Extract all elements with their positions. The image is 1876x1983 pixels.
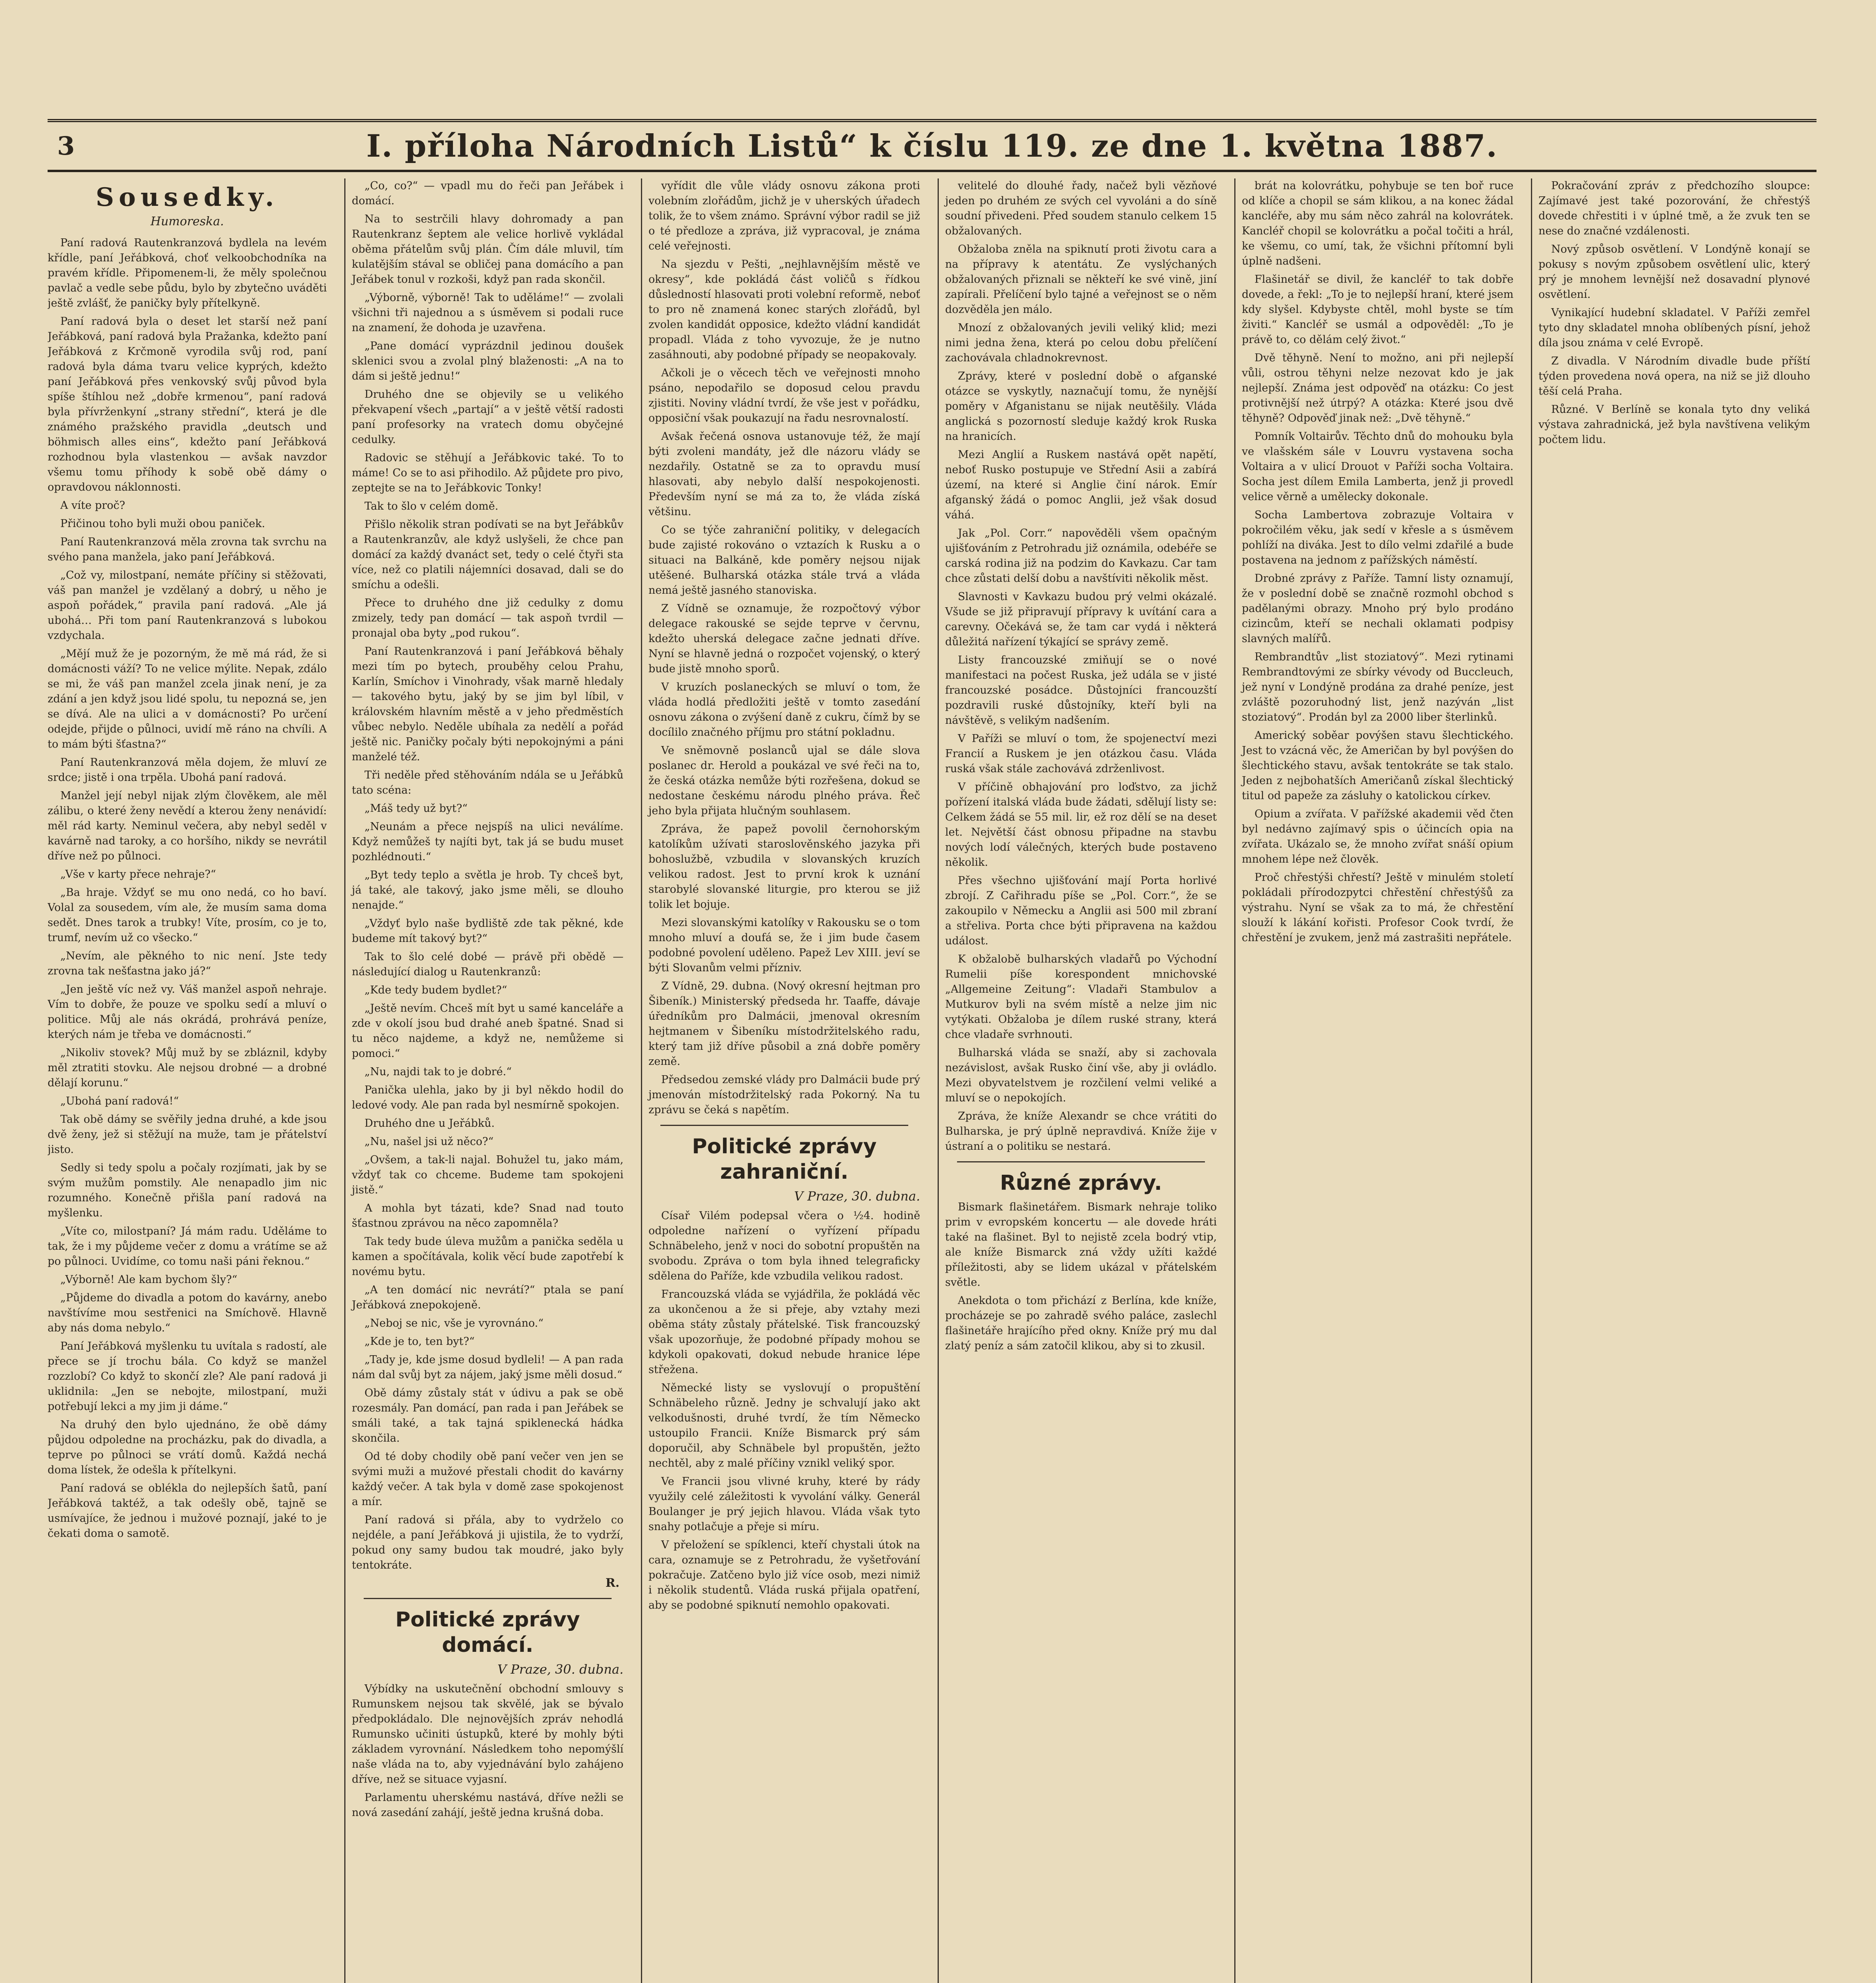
paragraph: Tak obě dámy se svěřily jedna druhé, a kde jsou dvě ženy, jež si stěžují na muže, tam je přátelství jisto. bbox=[48, 1113, 327, 1156]
masthead bbox=[48, 119, 1817, 172]
section-body bbox=[352, 1682, 623, 1820]
paragraph: Mnozí z obžalovaných jevili veliký klid; mezi nimi jedna žena, která po celou dobu přelíčení zachovávala chladnokrevnost. bbox=[945, 322, 1217, 364]
paragraph: Co se týče zahraniční politiky, v delegacích bude zajisté rokováno o vztazích k Rusku a o situaci na Balkáně, kde poměry nejsou nijak utěšené. Bulharská otázka stále trvá a vláda nemá ještě jasného stanoviska. bbox=[648, 524, 920, 596]
paragraph: Výbídky na uskutečnění obchodní smlouvy s Rumunskem nejsou tak skvělé, jak se bývalo předpokládalo. Dle nejnovějších zpráv nehodlá Rumunsko učiniti ústupků, které by mohly býti základem vyrovnání. Následkem toho nepomýšlí naše vláda na to, aby vyjednávání bylo zahájeno dříve, než se situace vyjasní. bbox=[352, 1683, 623, 1785]
paragraph: „A ten domácí nic nevrátí?“ ptala se paní Jeřábková znepokojeně. bbox=[352, 1284, 623, 1311]
paragraph: Paní radová si přála, aby to vydrželo co nejdéle, a paní Jeřábková ji ujistila, že to vydrží, pokud ony samy budou tak moudré, jako byly tentokráte. bbox=[352, 1514, 623, 1571]
paragraph: Bismark flašinetářem. Bismark nehraje toliko prim v evropském koncertu — ale dovede hráti také na flašinet. Byl to nejistě zcela bodrý vtip, ale kníže Bismarck zná vždy užíti každé příležitosti, aby se lidem ukázal v přátelském světle. bbox=[945, 1201, 1217, 1289]
paragraph: V kruzích poslaneckých se mluví o tom, že vláda hodlá předložiti ještě v tomto zasedání osnovu zákona o zvýšení daně z cukru, čímž by se docílilo značného příjmu pro státní pokladnu. bbox=[648, 681, 920, 738]
paragraph: Ve sněmovně poslanců ujal se dále slova poslanec dr. Herold a poukázal ve své řeči na to, že česká otázka nemůže býti rozřešena, dokud se nedostane českému národu plného práva. Řeč jeho byla přijata hlučným souhlasem. bbox=[648, 744, 920, 817]
paragraph: Avšak řečená osnova ustanovuje též, že mají býti zvoleni mandáty, jež dle názoru vlády se nezdařily. Ostatně se za to opravdu musí hlasovati, aby nebylo další nespokojenosti. Především nyní se má za to, že vláda získá většinu. bbox=[648, 430, 920, 518]
paragraph: „Kde je to, ten byt?“ bbox=[364, 1335, 475, 1348]
paragraph: „Vše v karty přece nehraje?“ bbox=[60, 868, 216, 880]
section-title-domestic: Politické zprávy domácí. bbox=[395, 1608, 580, 1657]
paragraph: „Nu, najdi tak to je dobré.“ bbox=[364, 1066, 512, 1078]
paragraph: Zpráva, že kníže Alexandr se chce vrátiti do Bulharska, je prý úplně nepravdivá. Kníže žije v ústraní a o politiku se nestará. bbox=[945, 1110, 1217, 1153]
feuilleton-title: Sousedky. bbox=[96, 182, 279, 212]
paragraph: Různé. V Berlíně se konala tyto dny veliká výstava zahradnická, jež byla navštívena velikým počtem lidu. bbox=[1538, 403, 1810, 446]
paragraph: Předsedou zemské vlády pro Dalmácii bude prý jmenován místodržitelský rada Pokorný. Na tu zprávu se čeká s napětím. bbox=[648, 1074, 920, 1116]
paragraph: „Vždyť bylo naše bydliště zde tak pěkné, kde budeme mít takový byt?“ bbox=[352, 917, 623, 945]
paragraph: velitelé do dlouhé řady, načež byli vězňové jeden po druhém ze svých cel vyvoláni a do síně soudní přivedeni. Před soudem stanulo celkem 15 obžalovaných. bbox=[945, 180, 1217, 237]
paragraph: Drobné zprávy z Paříže. Tamní listy oznamují, že v poslední době se značně rozmohl obchod s padělanými obrazy. Mnoho prý bylo prodáno cizincům, kteří se nechali oklamati podpisy slavných malířů. bbox=[1242, 572, 1513, 645]
paragraph: Listy francouzské zmiňují se o nové manifestaci na počest Ruska, jež udála se v jisté francouzské posádce. Důstojníci francouzští pozdravili ruské důstojníky, kteří byli na návštěvě, s velikým nadšením. bbox=[945, 654, 1217, 727]
section-rule bbox=[660, 1125, 908, 1126]
paragraph: A mohla byt tázati, kde? Snad nad touto šťastnou zprávou na něco zapomněla? bbox=[352, 1202, 623, 1229]
paragraph: „Neboj se nic, vše je vyrovnáno.“ bbox=[364, 1317, 544, 1329]
paragraph: „Pane domácí vyprázdnil jedinou doušek sklenici svou a zvolal plný blaženosti: „A na to dám si ještě jednu!“ bbox=[352, 340, 623, 382]
paragraph: „Což vy, milostpaní, nemáte příčiny si stěžovati, váš pan manžel je vzdělaný a dobrý, u něho je aspoň pořádek,“ pravila paní radová. „Ale já ubohá… Při tom paní Rautenkranzová s lubokou vzdychala. bbox=[48, 569, 327, 642]
paragraph: „Ubohá paní radová!“ bbox=[60, 1095, 179, 1107]
paragraph: Tři neděle před stěhováním ndála se u Jeřábků tato scéna: bbox=[352, 769, 623, 796]
paragraph: Rembrandtův „list stoziatový“. Mezi rytinami Rembrandtovými ze sbírky vévody od Buccleuch, jež nyní v Londýně prodána za drahé peníze, jest zvláště pozoruhodný list, jenž nazýván „list stoziatový“. Prodán byl za 2000 liber šterlinků. bbox=[1242, 651, 1513, 723]
column-2 bbox=[344, 178, 630, 1983]
section-title-foreign: Politické zprávy zahraniční. bbox=[692, 1135, 877, 1184]
paragraph: „Máš tedy už byt?“ bbox=[364, 802, 468, 815]
paragraph: Přičinou toho byli muži obou paniček. bbox=[60, 518, 265, 530]
paragraph: Pokračování zpráv z předchozího sloupce: Zajímavé jest také pozorování, že chřestýš dovede chřestiti i v úplné tmě, a že zvuk ten se nese do značné vzdálenosti. bbox=[1538, 180, 1810, 237]
section-rule bbox=[364, 1598, 612, 1599]
paragraph: Přes všechno ujišťování mají Porta horlivé zbrojí. Z Cařihradu píše se „Pol. Corr.“, že se zakoupilo v Německu a Anglii asi 500 mil zbraní a střeliva. Porta chce býti připravena na každou událost. bbox=[945, 875, 1217, 947]
paragraph: Francouzská vláda se vyjádřila, že pokládá věc za ukončenou a že si přeje, aby vztahy mezi oběma státy zůstaly přátelské. Tisk francouzský však upozorňuje, že podobné případy mohou se kdykoli opakovati, dokud nebude hranice lépe střežena. bbox=[648, 1288, 920, 1376]
paragraph: „Nu, našel jsi už něco?“ bbox=[364, 1135, 494, 1148]
paragraph: Panička ulehla, jako by ji byl někdo hodil do ledové vody. Ale pan rada byl nesmírně spokojen. bbox=[352, 1084, 623, 1111]
paragraph: vyřídit dle vůle vlády osnovu zákona proti volebním zlořádům, jichž je v uherských úřadech tolik, že to všem známo. Správní výbor radil se již o té předloze a zpráva, již vypracoval, je známa celé veřejnosti. bbox=[648, 180, 920, 252]
paragraph: „Nikoliv stovek? Můj muž by se zbláznil, kdyby měl ztratiti stovku. Ale nejsou drobné — a drobné dělají korunu.“ bbox=[48, 1047, 327, 1089]
paragraph: „Výborně, výborně! Tak to uděláme!“ — zvolali všichni tři najednou a s úsměvem si podali ruce na znamení, že dohoda je uzavřena. bbox=[352, 292, 623, 334]
paragraph: Socha Lambertova zobrazuje Voltaira v pokročilém věku, jak sedí v křesle a s úsměvem pohlíží na diváka. Jest to dílo velmi zdařilé a bude postavena na jednom z pařížských náměstí. bbox=[1242, 509, 1513, 566]
paragraph: „Výborně! Ale kam bychom šly?“ bbox=[60, 1273, 238, 1286]
column-4 bbox=[938, 178, 1223, 1983]
paragraph: Tak tedy bude úleva mužům a panička seděla u kamen a spočítávala, kolik věcí bude zapotřebí k novému bytu. bbox=[352, 1235, 623, 1278]
feuilleton-subtitle: Humoreska. bbox=[150, 215, 224, 228]
paragraph: Tak to šlo v celém domě. bbox=[364, 500, 499, 512]
paragraph: Paní Rautenkranzová měla zrovna tak svrchu na svého pana manžela, jako paní Jeřábková. bbox=[48, 536, 327, 563]
page-number: 3 bbox=[57, 131, 75, 161]
paragraph: Zprávy, které v poslední době o afganské otázce se vyskytly, naznačují tomu, že nynější poměry v Afganistanu se nijak neutěšily. Vláda anglická s pozorností sleduje každý krok Ruska na hranicích. bbox=[945, 370, 1217, 443]
column-6 bbox=[1531, 178, 1817, 1983]
article-signature: R. bbox=[605, 1576, 620, 1590]
paragraph: Americký soběar povýšen stavu šlechtického. Jest to vzácná věc, že Američan by byl povýšen do šlechtického stavu, avšak tentokráte se tak stalo. Jeden z nejbohatších Američanů získal šlechtický titul od papeže za zásluhy o katolickou církev. bbox=[1242, 729, 1513, 802]
paragraph: Dvě těhyně. Není to možno, ani při nejlepší vůli, ostrou těhyni nelze nezovat kdo je jak nejlepší. Známa jest odpověď na otázku: Co jest protivnější než útrpý? A otázka: Které jsou dvě těhyně? Odpověď jinak než: „Dvě těhyně.“ bbox=[1242, 352, 1513, 424]
paragraph: Flašinetář se divil, že kancléř to tak dobře dovede, a řekl: „To je to nejlepší hraní, které jsem kdy slyšel. Kdybyste chtěl, mohl byste se tím živiti.“ Kancléř se usmál a odpověděl: „To je právě to, co dělám celý život.“ bbox=[1242, 273, 1513, 346]
paragraph: „Neunám a přece nejspíš na ulici neválíme. Když nemůžeš ty najíti byt, tak já se budu muset pozhlédnouti.“ bbox=[352, 821, 623, 863]
paragraph: Parlamentu uherskému nastává, dříve nežli se nová zasedání zahájí, ještě jedna krušná doba. bbox=[352, 1791, 623, 1819]
column-body bbox=[1242, 178, 1513, 945]
paragraph: Anekdota o tom přichází z Berlína, kde kníže, procházeje se po zahradě svého paláce, zaslechl flašinetáře hrajícího před okny. Kníže prý mu dal zlatý peníz a sám zatočil klikou, aby si to zkusil. bbox=[945, 1295, 1217, 1352]
paragraph: V Paříži se mluví o tom, že spojenectví mezi Francií a Ruskem je jen otázkou času. Vláda ruská však stále zachovává zdrženlivost. bbox=[945, 733, 1217, 775]
columns bbox=[48, 178, 1817, 1983]
paragraph: Tak to šlo celé dobé — právě při obědě — následující dialog u Rautenkranzů: bbox=[352, 951, 623, 978]
paragraph: „Ovšem, a tak-li najal. Bohužel tu, jako mám, vždyť tak co chceme. Budeme tam spokojeni jistě.“ bbox=[352, 1154, 623, 1196]
paragraph: Paní radová byla o deset let starší než paní Jeřábková, paní radová byla Pražanka, kdežto paní Jeřábková z Krčmoně vyrodila svůj rod, paní radová byla dáma tvaru velice kyprých, kdežto paní Jeřábková přes venkovský svůj původ byla spíše štíhlou než „dobře krmenou“, paní radová byla přívrženkyní „strany střední“, která je dle známého pražského pravidla „deutsch und böhmisch alles eins“, kdežto paní Jeřábková rozhodnou byla vlastenkou — avšak navzdor všemu tomu příhody k sobě obě dámy o opravdovou náklonnosti. bbox=[48, 315, 327, 493]
paragraph: K obžalobě bulharských vladařů po Východní Rumelii píše korespondent mnichovské „Allgemeine Zeitung“: Vladaři Stambulov a Mutkurov byli na svém místě a nelze jim nic vytýkati. Obžaloba je dílem ruské strany, která chce vladaře svrhnouti. bbox=[945, 953, 1217, 1041]
paragraph: Císař Vilém podepsal včera o ½4. hodině odpoledne nařízení o vyřízení případu Schnäbeleho, jenž v noci do sobotní propuštěn na svobodu. Zpráva o tom byla ihned telegraficky sdělena do Paříže, kde vzbudila velikou radost. bbox=[648, 1210, 920, 1282]
paragraph: Mezi Anglií a Ruskem nastává opět napětí, neboť Rusko postupuje ve Střední Asii a zabírá území, na které si Anglie činí nárok. Emír afganský žádá o pomoc Anglii, jež však dosud váhá. bbox=[945, 449, 1217, 521]
paragraph: Paní radová se oblékla do nejlepších šatů, paní Jeřábková taktéž, a tak odešly obě, tajně se usmívajíce, že jednou i mužové poznají, jaké to je čekati doma o samotě. bbox=[48, 1482, 327, 1540]
paragraph: brát na kolovrátku, pohybuje se ten boř ruce od klíče a chopil se sám klikou, a na konec žádal kancléře, aby mu sám něco zahrál na kolovrátek. Kancléř chopil se kolovrátku a počal točiti a hrál, ke všemu, co umí, tak, že všichni přítomní byli úplně nadšeni. bbox=[1242, 180, 1513, 267]
paragraph: Přece to druhého dne již cedulky z domu zmizely, tedy pan domácí — tak aspoň tvrdil — pronajal oba byty „pod rukou“. bbox=[352, 597, 623, 639]
paragraph: „Víte co, milostpaní? Já mám radu. Uděláme to tak, že i my půjdeme večer z domu a vrátíme se až po půlnoci. Uvidíme, co tomu naši páni řeknou.“ bbox=[48, 1225, 327, 1268]
paragraph: Paní Rautenkranzová měla dojem, že mluví ze srdce; jistě i ona trpěla. Ubohá paní radová. bbox=[48, 756, 327, 784]
paragraph: „Ba hraje. Vždyť se mu ono nedá, co ho baví. Volal za sousedem, vím ale, že musím sama doma sedět. Dnes tarok a trubky! Víte, prosím, co je to, trumf, nevím už co všecko.“ bbox=[48, 886, 327, 944]
paragraph: Bulharská vláda se snaží, aby si zachovala nezávislost, avšak Rusko činí vše, aby ji ovládlo. Mezi obyvatelstvem je rozčilení velmi veliké a mluví se o nepokojích. bbox=[945, 1047, 1217, 1104]
paragraph: A víte proč? bbox=[60, 499, 125, 512]
paragraph: Opium a zvířata. V pařížské akademii věd čten byl nedávno zajímavý spis o účincích opia na zvířata. Ukázalo se, že mnoho zvířat snáší opium mnohem lépe než člověk. bbox=[1242, 808, 1513, 865]
column-3 bbox=[641, 178, 926, 1983]
paragraph: Paní radová Rautenkranzová bydlela na levém křídle, paní Jeřábková, choť velkoobchodníka na pravém křídle. Připomenem-li, že měly společnou pavlač a vedle sebe půdu, bylo by zbytečno uváděti ještě zvlášť, že paničky byly přítelkyně. bbox=[48, 237, 327, 309]
paragraph: Mezi slovanskými katolíky v Rakousku se o tom mnoho mluví a doufá se, že i jim bude časem podobné povolení uděleno. Papež Lev XIII. jeví se býti Slovanům velmi přízniv. bbox=[648, 917, 920, 974]
paragraph: Na sjezdu v Pešti, „nejhlavnějším městě ve okresy“, kde pokládá část voličů s řídkou důsledností hlasovati proti volební reformě, neboť to pro ně znamená konec starých zlořádů, byl zvolen kandidát opposice, kdežto vládní kandidát propadl. Vláda z toho vyvozuje, že je nutno zasáhnouti, aby podobné případy se neopakovaly. bbox=[648, 258, 920, 361]
section-body bbox=[648, 1208, 920, 1613]
paragraph: Z Vídně, 29. dubna. (Nový okresní hejtman pro Šibeník.) Ministerský předseda hr. Taaffe, dávaje úředníkům pro Dalmácii, jmenoval okresním hejtmanem v Šibeníku místodržitelského radu, který tam již dříve působil a zná dobře poměry země. bbox=[648, 980, 920, 1068]
section-rule bbox=[957, 1161, 1205, 1162]
paragraph: Proč chřestýši chřestí? Ještě v minulém století pokládali přírodozpytci chřestění chřestýšů za výstrahu. Nyní se však za to má, že chřestění slouží k lákání kořisti. Profesor Cook tvrdí, že chřestění je zvukem, jenž má zastrašiti nepřátele. bbox=[1242, 871, 1513, 944]
paragraph: „Ještě nevím. Chceš mít byt u samé kanceláře a zde v okolí jsou bud drahé aneb špatné. Snad si tu něco najdeme, a když ne, nemůžeme si pomoci.“ bbox=[352, 1002, 623, 1060]
paragraph: „Nevím, ale pěkného to nic není. Jste tedy zrovna tak nešťastna jako já?“ bbox=[48, 950, 327, 977]
paragraph: Na druhý den bylo ujednáno, že obě dámy půjdou odpoledne na procházku, pak do divadla, a teprve po půlnoci se vrátí domů. Každá nechá doma lístek, že odešla k přítelkyni. bbox=[48, 1419, 327, 1476]
supplement-title: I. příloha Národních Listů“ k číslu 119. ze dne 1. května 1887. bbox=[366, 128, 1498, 164]
paragraph: „Jen ještě víc než vy. Váš manžel aspoň nehraje. Vím to dobře, že pouze ve spolku sedí a mluví o politice. Můj ale nás okrádá, prohrává peníze, kterých nám je třeba ve domácnosti.“ bbox=[48, 983, 327, 1041]
paragraph: Ačkoli je o věcech těch ve veřejnosti mnoho psáno, nepodařilo se doposud celou pravdu zjistiti. Noviny vládní tvrdí, že vše jest v pořádku, opposiční však poukazují na řadu nesrovnalostí. bbox=[648, 367, 920, 424]
paragraph: Obě dámy zůstaly stát v údivu a pak se obě rozesmály. Pan domácí, pan rada i pan Jeřábek se smáli také, a tak tajná spiklenecká hádka skončila. bbox=[352, 1387, 623, 1444]
dateline: V Praze, 30. dubna. bbox=[794, 1189, 920, 1204]
paragraph: „Kde tedy budem bydlet?“ bbox=[364, 984, 507, 996]
paragraph: „Půjdeme do divadla a potom do kavárny, anebo navštívíme mou sestřenici na Smíchově. Hlavně aby nás doma nebylo.“ bbox=[48, 1292, 327, 1334]
paragraph: „Mějí muž že je pozorným, že mě má rád, že si domácnosti váží? To ne velice mýlite. Nepak, zdálo se mi, že váš pan manžel zcela jinak není, je za zdání a jen když jsou lidé spolu, tu nepozná se, jen se dívá. Ale na ulici a v domácnosti? Po určení odejde, přijde o půlnoci, uvidí mě ráno na chvíli. A to mám býti šťastna?“ bbox=[48, 648, 327, 750]
paragraph: Radovic se stěhují a Jeřábkovic také. To to máme! Co se to asi přihodilo. Až půjdete pro pivo, zeptejte se na to Jeřábkovic Tonky! bbox=[352, 452, 623, 494]
paragraph: Manžel její nebyl nijak zlým člověkem, ale měl zálibu, o které ženy nevědí a kterou ženy nenávidí: měl rád karty. Neminul večera, aby nebyl seděl v kavárně nad taroky, a co horšího, nikdy se nevrátil dříve než po půlnoci. bbox=[48, 790, 327, 862]
paragraph: „Byt tedy teplo a světla je hrob. Ty chceš byt, já také, ale takový, jako jsme měli, se dlouho nenajde.“ bbox=[352, 869, 623, 911]
column-body bbox=[945, 178, 1217, 1154]
column-body bbox=[48, 236, 327, 1541]
paragraph: Vynikající hudební skladatel. V Paříži zemřel tyto dny skladatel mnoha oblíbených písní, jehož díla jsou známa v celé Evropě. bbox=[1538, 307, 1810, 349]
paragraph: Druhého dne se objevily se u velikého překvapení všech „partají“ a v ještě větší radosti paní profesorky na vratech domu obyčejné cedulky. bbox=[352, 388, 623, 446]
paragraph: Sedly si tedy spolu a počaly rozjímati, jak by se svým mužům pomstily. Ale nenapadlo jim nic rozumného. Konečně přišla paní radová na myšlenku. bbox=[48, 1162, 327, 1219]
paragraph: Slavnosti v Kavkazu budou prý velmi okázalé. Všude se již připravují přípravy k uvítání cara a carevny. Očekává se, že tam car vydá i některá důležitá nařízení týkající se správy země. bbox=[945, 591, 1217, 648]
paragraph: Obžaloba zněla na spiknutí proti životu cara a na přípravy k atentátu. Ze vyslýchaných obžalovaných přiznali se někteří ke své vině, jiní zapírali. Přelíčení bylo tajné a veřejnost se o něm dozvěděla jen málo. bbox=[945, 243, 1217, 316]
paragraph: Přišlo několik stran podívati se na byt Jeřábkův a Rautenkranzův, ale když uslyšeli, že chce pan domácí za každý dvanáct set, tedy o celé čtyři sta více, než co platili nájemníci dosavad, dali se do smíchu a odešli. bbox=[352, 518, 623, 591]
column-body bbox=[352, 178, 623, 1573]
section-body bbox=[945, 1200, 1217, 1354]
column-5 bbox=[1234, 178, 1520, 1983]
paragraph: Od té doby chodily obě paní večer ven jen se svými muži a mužové přestali chodit do kavárny každý večer. A tak byla v domě zase spokojenost a mír. bbox=[352, 1450, 623, 1508]
paragraph: V přeložení se spíklenci, kteří chystali útok na cara, oznamuje se z Petrohradu, že vyšetřování pokračuje. Zatčeno bylo již více osob, mezi nimiž i několik studentů. Vláda ruská přijala opatření, aby se podobné spiknutí nemohlo opakovati. bbox=[648, 1539, 920, 1611]
paragraph: Nový způsob osvětlení. V Londýně konají se pokusy s novým způsobem osvětlení ulic, který prý je mnohem levnější než dosavadní plynové osvětlení. bbox=[1538, 243, 1810, 301]
paragraph: „Co, co?“ — vpadl mu do řeči pan Jeřábek i domácí. bbox=[352, 180, 623, 207]
paragraph: „Tady je, kde jsme dosud bydleli! — A pan rada nám dal svůj byt za nájem, jaký jsme měli dosud.“ bbox=[352, 1354, 623, 1381]
paragraph: Německé listy se vyslovují o propuštění Schnäbeleho různě. Jedny je schvalují jako akt velkodušnosti, druhé tvrdí, že tím Německo ustoupilo Francii. Kníže Bismarck prý sám doporučil, aby Schnäbele byl propuštěn, ježto nechtěl, aby z malé příčiny vznikl veliký spor. bbox=[648, 1382, 920, 1469]
paragraph: Pomník Voltairův. Těchto dnů do mohouku byla ve vlašském sále v Louvru vystavena socha Voltaira a v ulicí Drouot v Paříži socha Voltaira. Socha jest dílem Emila Lamberta, jenž ji provedl velice věrně a umělecky dokonale. bbox=[1242, 430, 1513, 503]
section-title-various: Různé zprávy. bbox=[1000, 1171, 1162, 1195]
paragraph: V příčině obhajování pro loďstvo, za jichž pořízení italská vláda bude žádati, sdělují listy se: Celkem žádá se 55 mil. lir, ež roz dělí se na deset let. Největší část obnosu připadne na stavbu nových lodí válečných, kterých bude postaveno několik. bbox=[945, 781, 1217, 869]
column-body bbox=[648, 178, 920, 1118]
paragraph: Paní Jeřábková myšlenku tu uvítala s radostí, ale přece se jí trochu bála. Co když se manžel rozzlobí? Co když to skončí zle? Ale paní radová ji uklidnila: „Jen se nebojte, milostpaní, muži potřebují lekci a my jim ji dáme.“ bbox=[48, 1340, 327, 1413]
paragraph: Z Vídně se oznamuje, že rozpočtový výbor delegace rakouské se sejde teprve v červnu, kdežto uherská delegace začne jednati dříve. Nyní se hlavně jedná o rozpočet vojenský, o který bude jistě mnoho sporů. bbox=[648, 602, 920, 675]
paragraph: Jak „Pol. Corr.“ napověděli všem opačným ujišťováním z Petrohradu již oznámila, odebéře se carská rodina již na podzim do Kavkazu. Car tam chce zůstati delší dobu a navštíviti několik měst. bbox=[945, 527, 1217, 585]
column-1 bbox=[48, 178, 333, 1983]
paragraph: Paní Rautenkranzová i paní Jeřábková běhaly mezi tím po bytech, prouběhy celou Prahu, Karlín, Smíchov i Vinohrady, však marně hledaly — takového bytu, jaký by se jim byl líbil, v královském hlavním městě a v jeho předměstích vůbec nebylo. Neděle ubíhala za nedělí a pořád ještě nic. Paničky počaly býti nepokojnými a páni manželé též. bbox=[352, 645, 623, 763]
dateline: V Praze, 30. dubna. bbox=[497, 1662, 623, 1677]
paragraph: Z divadla. V Národním divadle bude příští týden provedena nová opera, na niž se již dlouho těší celá Praha. bbox=[1538, 355, 1810, 397]
paragraph: Na to sestrčili hlavy dohromady a pan Rautenkranz šeptem ale velice horlivě vykládal oběma přátelům svůj plán. Čím dále mluvil, tím kulatějším stával se obličej pana domácího a pan Jeřábek tonul v rozkoši, když pan rada skončil. bbox=[352, 213, 623, 286]
paragraph: Druhého dne u Jeřábků. bbox=[364, 1117, 495, 1130]
paragraph: Ve Francii jsou vlivné kruhy, které by rády využily celé záležitosti k vyvolání války. Generál Boulanger je prý jejich hlavou. Vláda však tyto snahy potlačuje a přeje si míru. bbox=[648, 1475, 920, 1533]
column-body bbox=[1538, 178, 1810, 447]
paragraph: Zpráva, že papež povolil černohorským katolíkům užívati staroslověnského jazyka při bohoslužbě, vzbudila v slovanských kruzích velikou radost. Jest to první krok k uznání starobylé slovanské liturgie, pro kterou se již tolik let bojuje. bbox=[648, 823, 920, 911]
